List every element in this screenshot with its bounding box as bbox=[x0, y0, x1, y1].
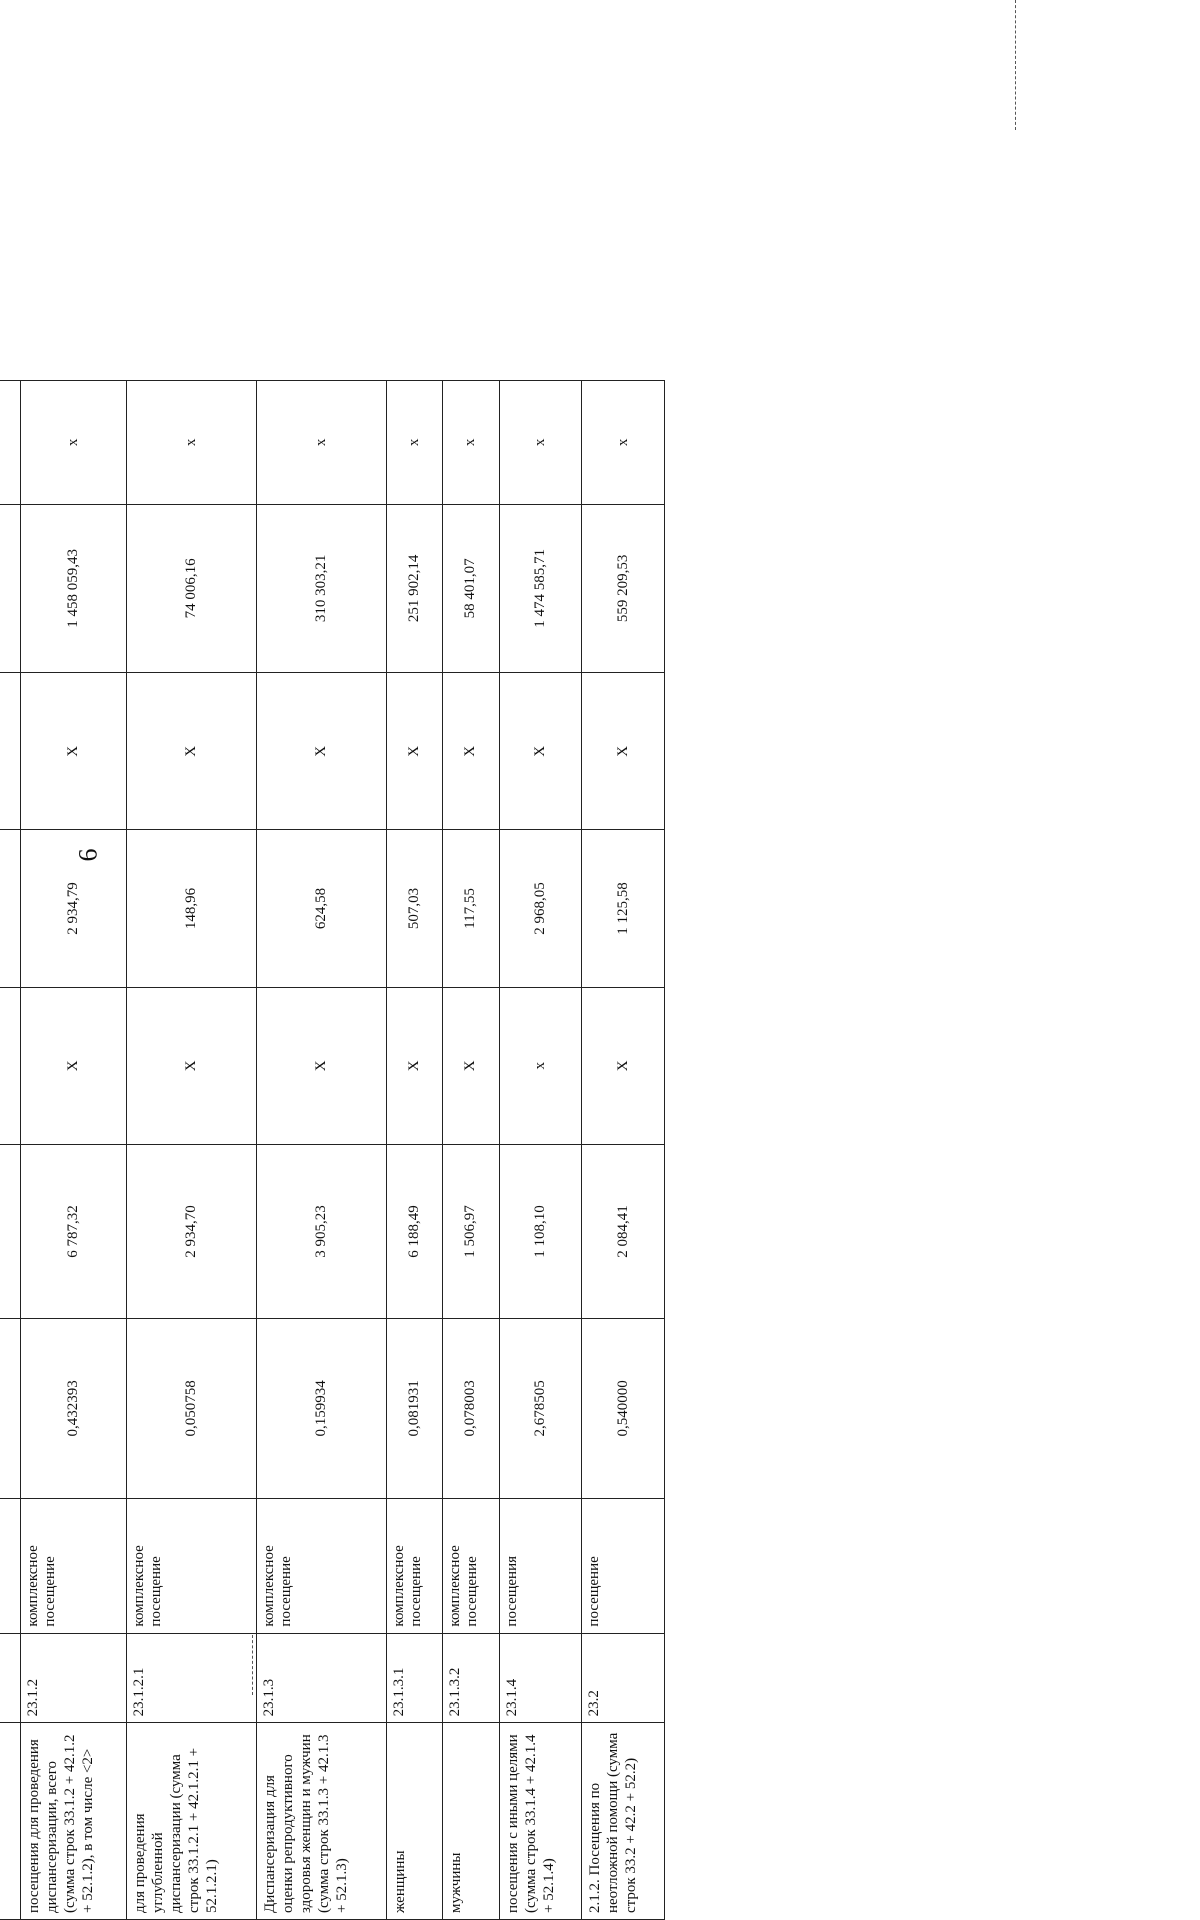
row-line-number bbox=[0, 1633, 20, 1723]
row-unit bbox=[0, 1498, 20, 1633]
table-row bbox=[499, 381, 582, 1920]
row-norm-budget: x bbox=[499, 987, 582, 1144]
row-volume: 0,050758 bbox=[127, 1319, 257, 1499]
row-unit-cost: 1 506,97 bbox=[443, 1144, 499, 1318]
row-cost-oms: 74 006,16 bbox=[127, 504, 257, 673]
row-name: посещения для проведения диспансеризации, всего (сумма строк 33.1.2 + 42.1.2 + 52.1.2), в том числе <2> bbox=[20, 1723, 126, 1920]
row-name bbox=[0, 1723, 20, 1920]
row-norm-budget: X bbox=[386, 987, 442, 1144]
row-cost-oms bbox=[0, 504, 20, 673]
row-unit-cost: 2 084,41 bbox=[582, 1144, 665, 1318]
row-cost-budget: X bbox=[582, 673, 665, 830]
row-unit: посещения bbox=[499, 1498, 582, 1633]
row-norm-oms: 148,96 bbox=[127, 830, 257, 987]
table-row bbox=[443, 381, 499, 1920]
row-norm-budget: X bbox=[443, 987, 499, 1144]
row-unit-cost: 6 787,32 bbox=[20, 1144, 126, 1318]
table-row bbox=[20, 381, 126, 1920]
row-percent: x bbox=[257, 381, 387, 505]
table-row bbox=[0, 381, 20, 1920]
row-cost-oms: 1 474 585,71 bbox=[499, 504, 582, 673]
row-cost-budget: X bbox=[386, 673, 442, 830]
row-norm-oms: 624,58 bbox=[257, 830, 387, 987]
row-percent: x bbox=[443, 381, 499, 505]
table-row bbox=[386, 381, 442, 1920]
row-unit: посещение bbox=[582, 1498, 665, 1633]
row-unit-cost: 3 905,23 bbox=[257, 1144, 387, 1318]
row-volume bbox=[0, 1319, 20, 1499]
row-norm-oms: 2 968,05 bbox=[499, 830, 582, 987]
table-row bbox=[257, 381, 387, 1920]
row-cost-budget: X bbox=[127, 673, 257, 830]
row-volume: 0,159934 bbox=[257, 1319, 387, 1499]
row-norm-oms: 1 125,58 bbox=[582, 830, 665, 987]
row-cost-oms: 1 458 059,43 bbox=[20, 504, 126, 673]
table-row bbox=[582, 381, 665, 1920]
row-unit: комплексное посещение bbox=[386, 1498, 442, 1633]
row-unit: комплексное посещение bbox=[257, 1498, 387, 1633]
row-name: посещения с иными целями (сумма строк 33.1.4 + 42.1.4 + 52.1.4) bbox=[499, 1723, 582, 1920]
row-norm-oms bbox=[0, 830, 20, 987]
row-line-number: 23.2 bbox=[582, 1633, 665, 1723]
rotated-table-sheet bbox=[0, 380, 665, 1920]
row-norm-budget: X bbox=[20, 987, 126, 1144]
row-norm-oms: 117,55 bbox=[443, 830, 499, 987]
row-norm-budget: X bbox=[127, 987, 257, 1144]
row-unit: комплексное посещение bbox=[127, 1498, 257, 1633]
page-number: 6 bbox=[73, 848, 103, 862]
row-cost-oms: 559 209,53 bbox=[582, 504, 665, 673]
row-line-number: 23.1.4 bbox=[499, 1633, 582, 1723]
row-unit-cost: 6 188,49 bbox=[386, 1144, 442, 1318]
row-cost-oms: 58 401,07 bbox=[443, 504, 499, 673]
row-percent: x bbox=[20, 381, 126, 505]
scan-artifact-line bbox=[252, 1635, 253, 1695]
row-norm-oms: 507,03 bbox=[386, 830, 442, 987]
row-cost-budget: X bbox=[443, 673, 499, 830]
row-line-number: 23.1.3.1 bbox=[386, 1633, 442, 1723]
row-norm-budget: X bbox=[582, 987, 665, 1144]
row-norm-budget bbox=[0, 987, 20, 1144]
row-unit: комплексное посещение bbox=[443, 1498, 499, 1633]
row-cost-budget: X bbox=[20, 673, 126, 830]
financing-table bbox=[0, 380, 665, 1920]
row-name: 2.1.2. Посещения по неотложной помощи (сумма строк 33.2 + 42.2 + 52.2) bbox=[582, 1723, 665, 1920]
row-norm-oms: 2 934,79 bbox=[20, 830, 126, 987]
table-row bbox=[127, 381, 257, 1920]
row-unit-cost: 2 934,70 bbox=[127, 1144, 257, 1318]
row-line-number: 23.1.2 bbox=[20, 1633, 126, 1723]
row-line-number: 23.1.2.1 bbox=[127, 1633, 257, 1723]
row-volume: 0,078003 bbox=[443, 1319, 499, 1499]
row-cost-budget: X bbox=[499, 673, 582, 830]
row-name: для проведения углубленной диспансеризации (сумма строк 33.1.2.1 + 42.1.2.1 + 52.1.2.1) bbox=[127, 1723, 257, 1920]
row-line-number: 23.1.3.2 bbox=[443, 1633, 499, 1723]
row-percent: x bbox=[127, 381, 257, 505]
row-percent: x bbox=[386, 381, 442, 505]
row-unit: комплексное посещение bbox=[20, 1498, 126, 1633]
row-cost-oms: 310 303,21 bbox=[257, 504, 387, 673]
row-percent: x bbox=[499, 381, 582, 505]
row-unit-cost: 1 108,10 bbox=[499, 1144, 582, 1318]
row-volume: 0,081931 bbox=[386, 1319, 442, 1499]
row-volume: 2,678505 bbox=[499, 1319, 582, 1499]
row-volume: 0,432393 bbox=[20, 1319, 126, 1499]
scan-artifact-line bbox=[1015, 0, 1016, 130]
row-name: Диспансеризация для оценки репродуктивного здоровья женщин и мужчин (сумма строк 33.1.3 + 42.1.3 + 52.1.3) bbox=[257, 1723, 387, 1920]
row-cost-budget: X bbox=[257, 673, 387, 830]
row-percent: x bbox=[582, 381, 665, 505]
row-line-number: 23.1.3 bbox=[257, 1633, 387, 1723]
row-volume: 0,540000 bbox=[582, 1319, 665, 1499]
row-name: женщины bbox=[386, 1723, 442, 1920]
row-norm-budget: X bbox=[257, 987, 387, 1144]
row-cost-oms: 251 902,14 bbox=[386, 504, 442, 673]
row-percent bbox=[0, 381, 20, 505]
row-cost-budget bbox=[0, 673, 20, 830]
row-name: мужчины bbox=[443, 1723, 499, 1920]
row-unit-cost bbox=[0, 1144, 20, 1318]
